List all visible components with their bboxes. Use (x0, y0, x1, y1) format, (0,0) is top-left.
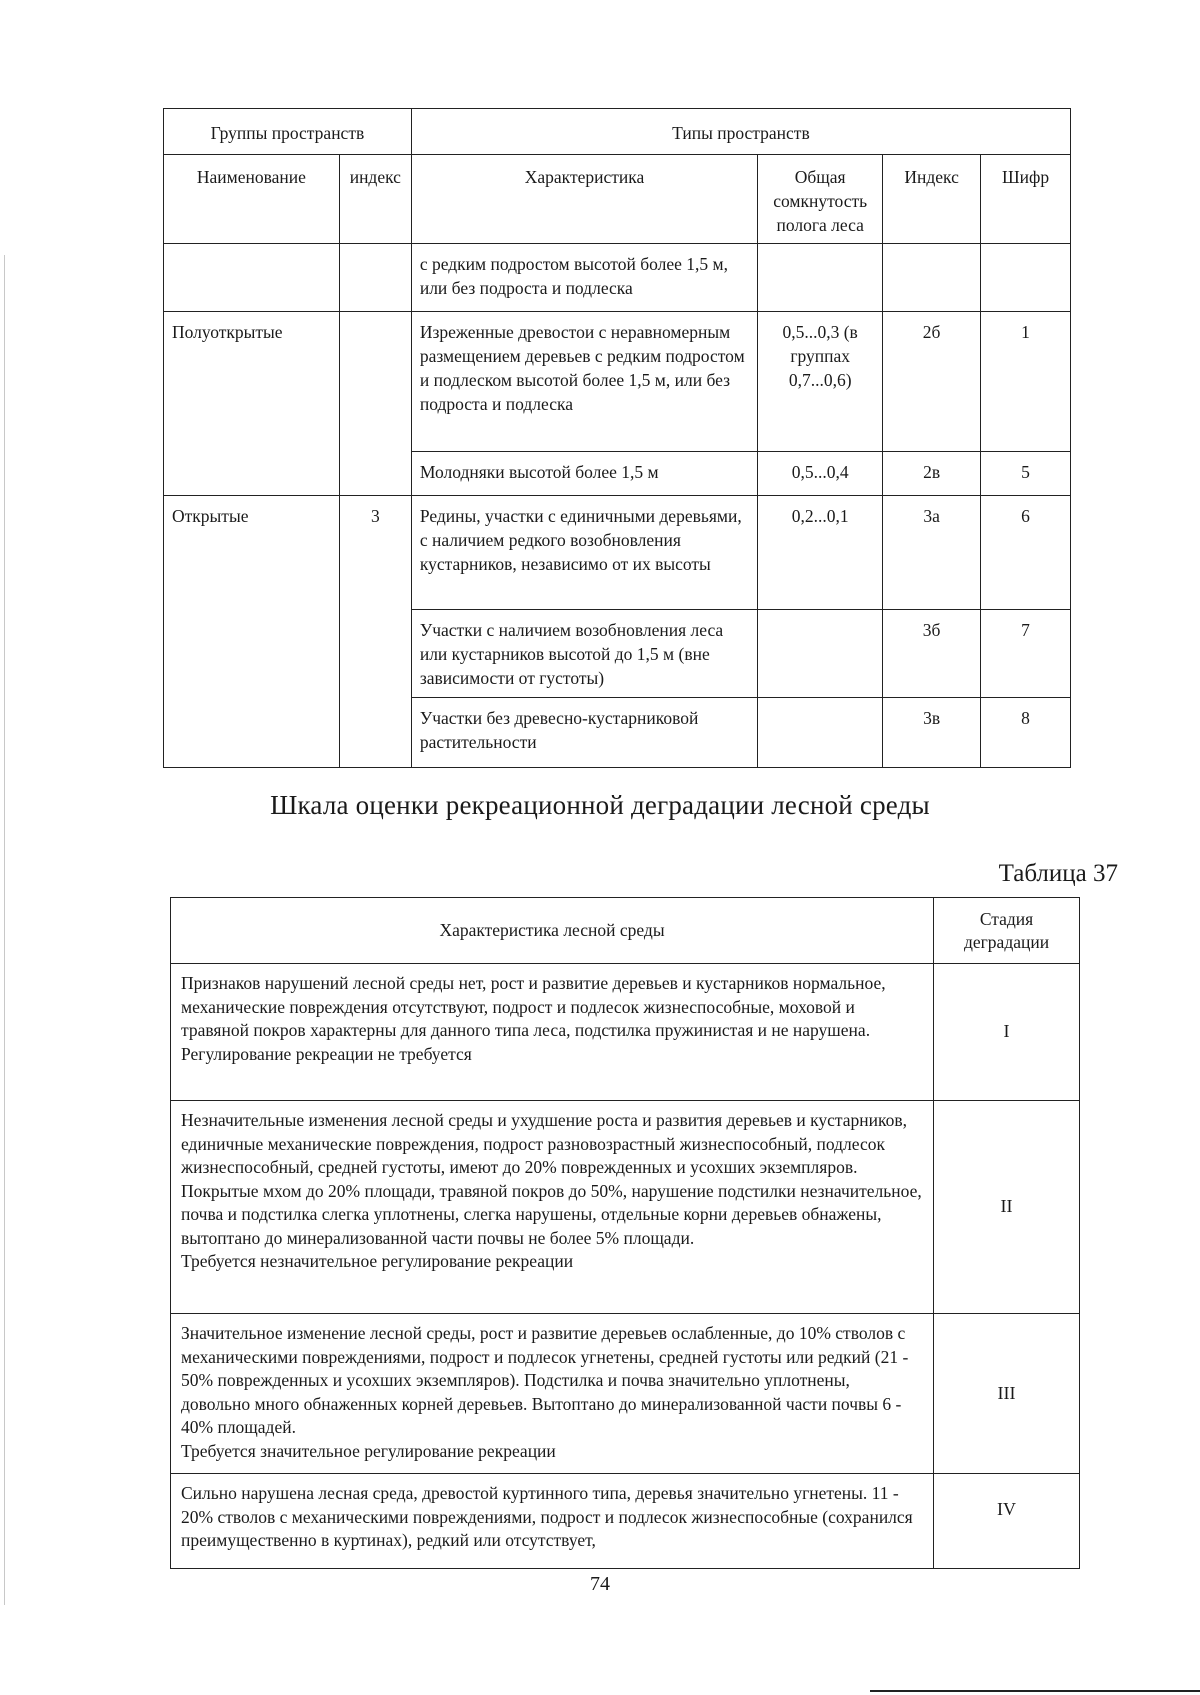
cell-density (758, 244, 883, 312)
table-row (171, 1101, 1080, 1314)
stage-value: III (934, 1314, 1080, 1474)
header-groups: Группы пространств (164, 109, 412, 155)
header-density: Общая сомкнутость полога леса (758, 155, 883, 244)
header-types: Типы пространств (411, 109, 1070, 155)
header-index: индекс (339, 155, 411, 244)
stage-value: IV (934, 1474, 1080, 1569)
spaces-table (163, 108, 1071, 768)
cell-index (339, 244, 411, 312)
cell-code (981, 244, 1071, 312)
cell-ind: 2в (883, 452, 981, 496)
header-ind: Индекс (883, 155, 981, 244)
cell-index: 3 (339, 496, 411, 768)
description-text: Незначительные изменения лесной среды и ухудшение роста и развития деревьев и кустарников, единичные механические повреждения, подрост разновозрастный жизнеспособный, подлесок жизнеспособный, средней густоты, имеют до 20% поврежденных и усохших экземпляров. Покрытые мхом до 20% площади, травяной покров до 50%, нарушение подстилки незначительное, почва и подстилка слегка уплотнены, слегка нарушены, отдельные корни деревьев обнажены, вытоптано до минерализованной части почвы не более 5% площади. (181, 1110, 922, 1248)
cell-characteristic: Участки без древесно-кустарниковой растительности (411, 698, 757, 768)
header-stage: Стадия деградации (934, 898, 1080, 964)
regulation-note: Требуется незначительное регулирование рекреации (181, 1251, 574, 1271)
regulation-note: Регулирование рекреации не требуется (181, 1043, 472, 1064)
cell-characteristic: Редины, участки с единичными деревьями, с наличием редкого возобновления кустарников, независимо от их высоты (411, 496, 757, 610)
regulation-note: Требуется значительное регулирование рекреации (181, 1440, 556, 1461)
cell-characteristic: Молодняки высотой более 1,5 м (411, 452, 757, 496)
cell-name: Полуоткрытые (164, 312, 340, 496)
page-number: 74 (590, 1573, 610, 1595)
cell-description (171, 1101, 934, 1314)
cell-characteristic: Изреженные древостои с неравномерным размещением деревьев с редким подростом и подлеском высотой более 1,5 м, или без подроста и подлеска (411, 312, 757, 452)
table-row (171, 1314, 1080, 1474)
cell-code: 8 (981, 698, 1071, 768)
cell-code: 5 (981, 452, 1071, 496)
stage-value: I (934, 964, 1080, 1101)
cell-characteristic: Участки с наличием возобновления леса или кустарников высотой до 1,5 м (вне зависимости от густоты) (411, 610, 757, 698)
description-text: Значительное изменение лесной среды, рост и развитие деревьев ослабленные, до 10% стволов с механическими повреждениями, подрост и подлесок угнетены, средней густоты или редкий (21 - 50% поврежденных и усохших экземпляров). Подстилка и почва значительно уплотнены, довольно много обнаженных корней деревьев. Вытоптано до минерализованной части почвы 6 - 40% площадей. (181, 1323, 909, 1437)
cell-density (758, 610, 883, 698)
scan-artifact-bottom-line (870, 1690, 1200, 1692)
cell-name (164, 244, 340, 312)
cell-density (758, 698, 883, 768)
cell-characteristic: с редким подростом высотой более 1,5 м, или без подроста и подлеска (411, 244, 757, 312)
cell-code: 1 (981, 312, 1071, 452)
cell-density: 0,5...0,3 (в группах 0,7...0,6) (758, 312, 883, 452)
table-header-row (164, 109, 1071, 155)
cell-description (171, 1474, 934, 1569)
cell-index (339, 312, 411, 496)
cell-code: 7 (981, 610, 1071, 698)
cell-description (171, 1314, 934, 1474)
table-row (164, 244, 1071, 312)
cell-description (171, 964, 934, 1101)
header-name: Наименование (164, 155, 340, 244)
table-row (164, 312, 1071, 452)
cell-ind: 3б (883, 610, 981, 698)
table-row (164, 496, 1071, 610)
scan-artifact-line (4, 255, 5, 1605)
cell-density: 0,5...0,4 (758, 452, 883, 496)
cell-density: 0,2...0,1 (758, 496, 883, 610)
cell-ind: 3в (883, 698, 981, 768)
cell-name: Открытые (164, 496, 340, 768)
stage-value: II (934, 1101, 1080, 1314)
table-subheader-row (164, 155, 1071, 244)
degradation-scale-table (170, 897, 1080, 1569)
cell-ind: 2б (883, 312, 981, 452)
header-characteristic: Характеристика (411, 155, 757, 244)
cell-ind (883, 244, 981, 312)
description-text: Признаков нарушений лесной среды нет, рост и развитие деревьев и кустарников нормальное, механические повреждения отсутствуют, подрост и подлесок жизнеспособные, моховой и травяной покров характерны для данного типа леса, подстилка пружинистая и не нарушена. (181, 973, 886, 1040)
header-description: Характеристика лесной среды (171, 898, 934, 964)
table-row (171, 964, 1080, 1101)
description-text: Сильно нарушена лесная среда, древостой куртинного типа, деревья значительно угнетены. 11 - 20% стволов с механическими повреждениями, подрост и подлесок жизнеспособные (сохранился преимущественно в куртинах), редкий или отсутствует, (181, 1483, 913, 1550)
section-title: Шкала оценки рекреационной деградации лесной среды (270, 790, 930, 820)
cell-code: 6 (981, 496, 1071, 610)
table-number: Таблица 37 (998, 860, 1118, 887)
header-code: Шифр (981, 155, 1071, 244)
table-row (171, 1474, 1080, 1569)
table-header-row (171, 898, 1080, 964)
cell-ind: 3а (883, 496, 981, 610)
